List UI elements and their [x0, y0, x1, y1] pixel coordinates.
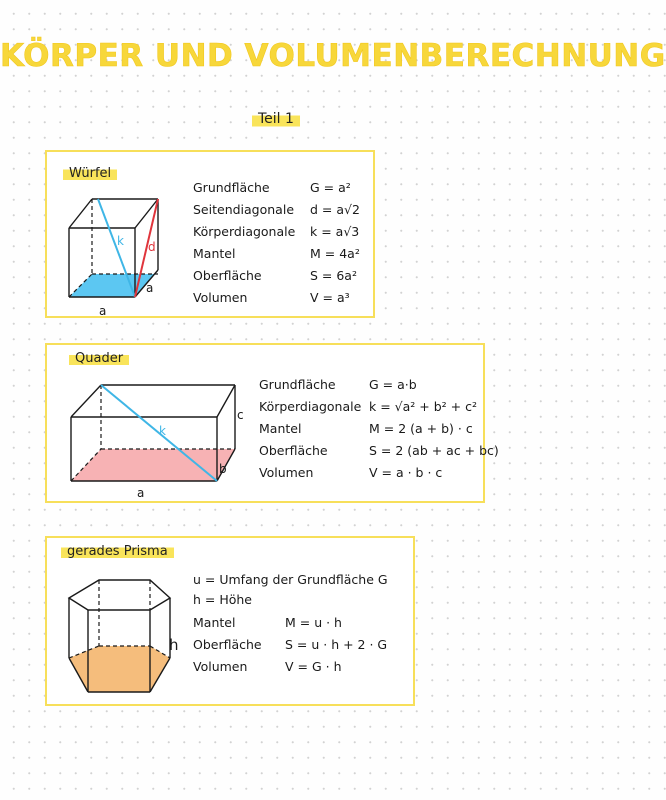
cube-label: Würfel [63, 166, 117, 181]
cuboid-formula-name: Volumen [259, 465, 314, 480]
cube-label-a-bottom: a [99, 304, 107, 318]
cube-formula-name: Mantel [193, 246, 236, 261]
prism-card [45, 536, 415, 706]
cube-label-a-right: a [146, 281, 154, 295]
cube-base-face [69, 274, 155, 297]
cube-formula-name: Körperdiagonale [193, 224, 296, 239]
cuboid-formula-name: Grundfläche [259, 377, 336, 392]
prism-formula-name: Oberfläche [193, 637, 262, 652]
cube-formula-name: Oberfläche [193, 268, 262, 283]
cuboid-formula-name: Oberfläche [259, 443, 328, 458]
prism-formula-value: V = G · h [285, 659, 342, 674]
cube-formula-name: Grundfläche [193, 180, 270, 195]
cuboid-label-c: c [237, 408, 244, 422]
cube-label-k: k [117, 234, 124, 248]
cuboid-formula-value: V = a · b · c [369, 465, 443, 480]
cuboid-formula-value: M = 2 (a + b) · c [369, 421, 473, 436]
cuboid-formula-name: Mantel [259, 421, 302, 436]
page-title: KÖRPER UND VOLUMENBERECHNUNG [0, 38, 666, 74]
prism-formula-name: Volumen [193, 659, 248, 674]
cuboid-formula-value: k = √a² + b² + c² [369, 399, 477, 414]
prism-definition: h = Höhe [193, 592, 253, 607]
cube-formula-name: Seitendiagonale [193, 202, 295, 217]
cube-label-d: d [148, 240, 156, 254]
cuboid-label-a: a [137, 486, 145, 500]
prism-formula-value: M = u · h [285, 615, 342, 630]
cube-formula-name: Volumen [193, 290, 248, 305]
prism-formula-name: Mantel [193, 615, 236, 630]
cube-formula-value: V = a³ [310, 290, 350, 305]
prism-label-h: h [169, 636, 179, 654]
cube-formula-value: S = 6a² [310, 268, 357, 283]
prism-definition: u = Umfang der Grundfläche G [193, 572, 388, 587]
cuboid-label-k: k [159, 424, 166, 438]
prism-label: gerades Prisma [61, 544, 174, 559]
cube-card [45, 150, 375, 318]
cuboid-label: Quader [69, 351, 129, 366]
cuboid-formula-name: Körperdiagonale [259, 399, 362, 414]
cuboid-formula-value: G = a·b [369, 377, 417, 392]
cube-formula-value: d = a√2 [310, 202, 360, 217]
cube-formula-value: G = a² [310, 180, 351, 195]
cube-formula-value: M = 4a² [310, 246, 360, 261]
cube-formula-value: k = a√3 [310, 224, 360, 239]
cuboid-card [45, 343, 499, 503]
cuboid-label-b: b [219, 462, 227, 476]
page-subtitle: Teil 1 [252, 110, 300, 128]
prism-formula-value: S = u · h + 2 · G [285, 637, 388, 652]
cuboid-formula-value: S = 2 (ab + ac + bc) [369, 443, 499, 458]
